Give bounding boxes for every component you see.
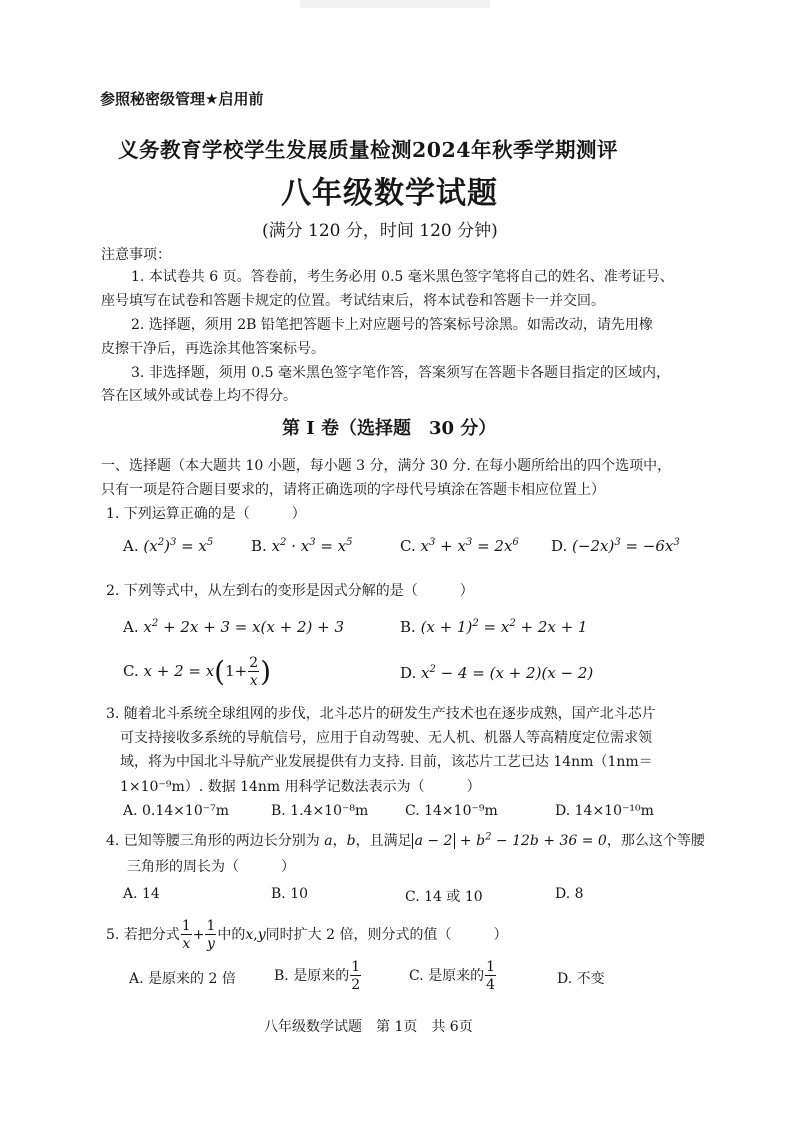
secret-level: 参照秘密级管理★启用前 — [100, 90, 264, 108]
page-subtitle: (满分 120 分，时间 120 分钟) — [262, 221, 498, 241]
option-label: B. — [400, 618, 416, 636]
section-intro: 只有一项是符合题目要求的，请将正确选项的字母代号填涂在答题卡相应位置上） — [101, 482, 605, 498]
option-b: B. 10 — [271, 886, 309, 902]
question-stem: 1×10⁻⁹m）. 数据 14nm 用科学记数法表示为（ ） — [120, 779, 481, 795]
question-stem: 2. 下列等式中，从左到右的变形是因式分解的是（ ） — [106, 583, 474, 599]
option-d: D. 14×10⁻¹⁰m — [555, 803, 654, 819]
option-d: D. $(-2x)^3 = -6x^3$ — [551, 537, 680, 555]
exam-name: 义务教育学校学生发展质量检测2024年秋季学期测评 — [118, 138, 619, 162]
option-label: A. — [123, 537, 139, 555]
section-intro: 一、选择题（本大题共 10 小题，每小题 3 分，满分 30 分. 在每小题所给出的四个选项中， — [101, 458, 672, 474]
option-d: D. 8 — [555, 886, 584, 902]
notice-line: 2. 选择题，须用 2B 铅笔把答题卡上对应题号的答案标号涂黑。如需改动，请先用橡 — [131, 317, 653, 333]
notice-line: 答在区域外或试卷上均不得分。 — [101, 388, 297, 404]
option-c: C. $x^3 + x^3 = 2x^6$ — [400, 537, 519, 555]
option-c: C. 14×10⁻⁹m — [405, 803, 498, 819]
section-title: 第 I 卷（选择题 30 分） — [282, 418, 497, 439]
notice-heading: 注意事项： — [101, 247, 171, 263]
option-label: C. — [400, 537, 416, 555]
question-stem: 三角形的周长为（ ） — [127, 859, 295, 875]
question-stem: 1. 下列运算正确的是（ ） — [106, 506, 306, 522]
page-title: 八年级数学试题 — [281, 176, 498, 211]
option-a: A. $(x^2)^3 = x^5$ — [123, 537, 214, 555]
question-stem: 5. 若把分式 $\frac{1}{x}$ + $\frac{1}{y}$ 中的x,y同时扩大 2 倍，则分式的值（ ） — [106, 918, 508, 952]
option-c: C. 14 或 10 — [405, 889, 483, 905]
option-a: A. 是原来的 2 倍 — [129, 971, 236, 987]
notice-line: 座号填写在试卷和答题卡规定的位置。考试结束后，将本试卷和答题卡一并交回。 — [101, 293, 605, 309]
notice-line: 3. 非选择题，须用 0.5 毫米黑色签字笔作答，答案须写在答题卡各题目指定的区域内， — [131, 365, 670, 381]
option-a: A. 0.14×10⁻⁷m — [123, 803, 230, 819]
question-stem: 可支持接收多系统的导航信号，应用于自动驾驶、无人机、机器人等高精度定位需求领 — [120, 730, 652, 746]
notice-line: 1. 本试卷共 6 页。答卷前，考生务必用 0.5 毫米黑色签字笔将自己的姓名、准考证号、 — [131, 269, 674, 285]
option-a: A. $x^2 + 2x + 3 = x(x + 2) + 3$ — [123, 618, 345, 636]
question-stem: 3. 随着北斗系统全球组网的步伐，北斗芯片的研发生产技术也在逐步成熟，国产北斗芯片 — [106, 706, 656, 722]
option-label: C. — [123, 662, 139, 680]
option-b: B. $(x + 1)^2 = x^2 + 2x + 1$ — [400, 618, 588, 636]
notice-line: 皮擦干净后，再选涂其他答案标号。 — [101, 341, 325, 357]
option-label: D. — [551, 537, 568, 555]
option-b: B. 是原来的 $\frac{1}{2}$ — [274, 959, 361, 993]
option-b: B. 1.4×10⁻⁸m — [271, 803, 369, 819]
option-c: C. 是原来的 $\frac{1}{4}$ — [409, 959, 496, 993]
question-stem: 4. 已知等腰三角形的两边长分别为 a，b，且满足 $a - 2 + b^2 - 12b + 36 = 0$，那么这个等腰 — [106, 831, 705, 849]
option-c: C. x + 2 = x(1+ $\frac{2}{x}$ ) — [123, 655, 272, 689]
page-footer: 八年级数学试题 第 1页 共 6页 — [264, 1019, 473, 1035]
option-a: A. 14 — [123, 886, 160, 902]
option-label: B. — [251, 537, 267, 555]
option-d: D. 不变 — [557, 971, 605, 987]
option-label: D. — [400, 664, 417, 682]
question-stem: 域，将为中国北斗导航产业发展提供有力支持. 目前，该芯片工艺已达 14nm（1nm＝ — [120, 754, 653, 770]
scan-artifact — [300, 0, 490, 8]
option-label: A. — [123, 618, 139, 636]
option-b: B. $x^2 \cdot x^3 = x^5$ — [251, 537, 353, 555]
option-d: D. $x^2 - 4 = (x + 2)(x - 2)$ — [400, 664, 594, 682]
